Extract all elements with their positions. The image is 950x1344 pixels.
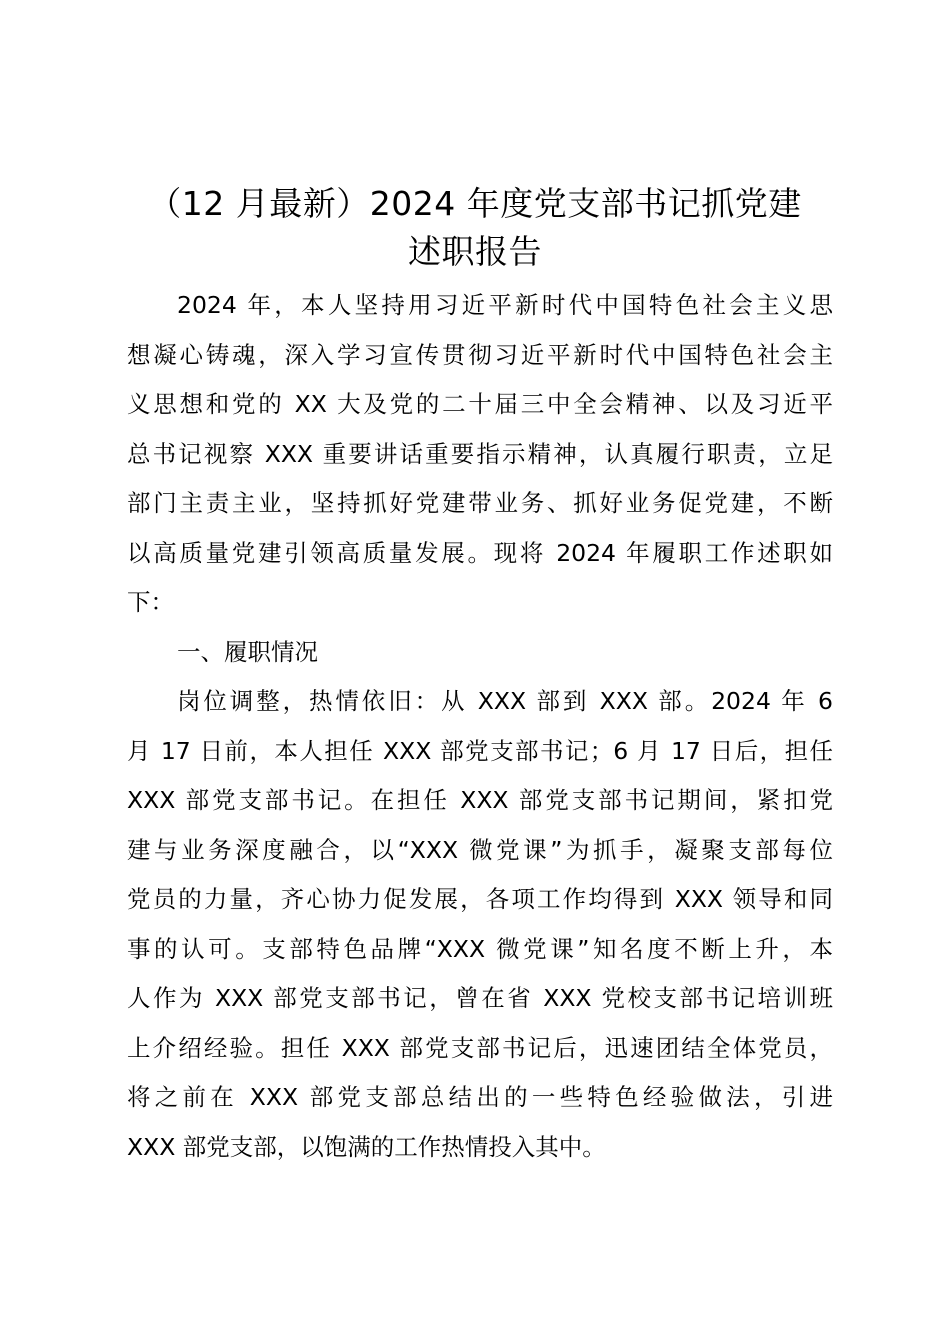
paragraph-2-line: 建与业务深度融合，以“XXX 微党课”为抓手，凝聚支部每位 (127, 835, 833, 864)
paragraph-2-line: 月 17 日前，本人担任 XXX 部党支部书记；6 月 17 日后，担任 (127, 736, 833, 765)
paragraph-2-line: 人作为 XXX 部党支部书记，曾在省 XXX 党校支部书记培训班 (127, 984, 833, 1012)
paragraph-2-line: 将之前在 XXX 部党支部总结出的一些特色经验做法，引进 (127, 1083, 833, 1111)
paragraph-1-line: 2024 年，本人坚持用习近平新时代中国特色社会主义思 (177, 291, 833, 319)
paragraph-2-line: 事的认可。支部特色品牌“XXX 微党课”知名度不断上升，本 (127, 934, 833, 963)
paragraph-1-line: 下： (127, 588, 174, 616)
title-line-1: （12 月最新）2024 年度党支部书记抓党建 (148, 184, 802, 223)
document-title (118, 180, 832, 276)
document-body (127, 281, 833, 1172)
paragraph-1-line: 以高质量党建引领高质量发展。现将 2024 年履职工作述职如 (127, 538, 833, 567)
paragraph-2-line: 党员的力量，齐心协力促发展，各项工作均得到 XXX 领导和同 (127, 885, 833, 913)
paragraph-1-line: 部门主责主业，坚持抓好党建带业务、抓好业务促党建，不断 (127, 489, 833, 517)
paragraph-1-line: 想凝心铸魂，深入学习宣传贯彻习近平新时代中国特色社会主 (127, 340, 833, 369)
paragraph-2-line: XXX 部党支部，以饱满的工作热情投入其中。 (127, 1132, 606, 1161)
title-line-2: 述职报告 (408, 232, 542, 271)
paragraph-2-line: 岗位调整，热情依旧：从 XXX 部到 XXX 部。2024 年 6 (177, 687, 833, 715)
paragraph-2-line: XXX 部党支部书记。在担任 XXX 部党支部书记期间，紧扣党 (127, 786, 833, 814)
paragraph-1-line: 总书记视察 XXX 重要讲话重要指示精神，认真履行职责，立足 (127, 439, 833, 468)
paragraph-2-line: 上介绍经验。担任 XXX 部党支部书记后，迅速团结全体党员， (127, 1033, 833, 1062)
section-heading: 一、履职情况 (177, 637, 318, 666)
paragraph-1-line: 义思想和党的 XX 大及党的二十届三中全会精神、以及习近平 (127, 390, 833, 418)
